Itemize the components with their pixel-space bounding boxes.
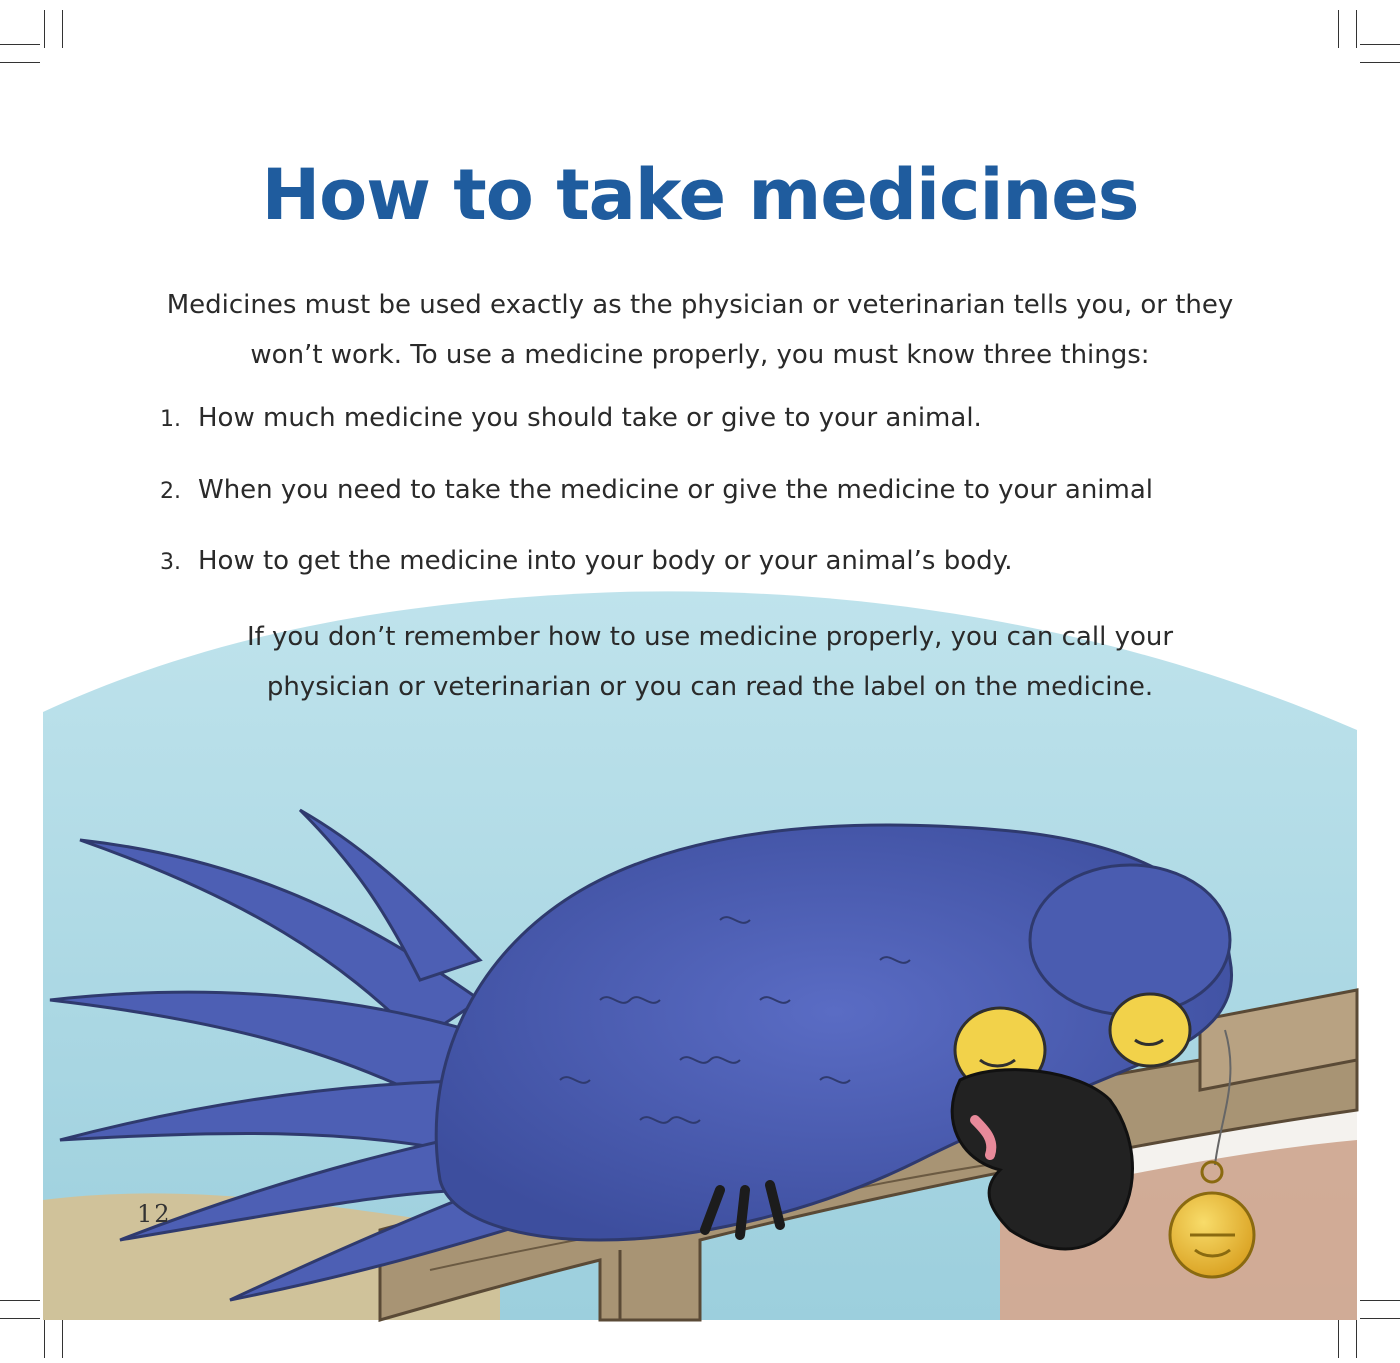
page-number: 12 [137,1200,172,1228]
list-item [160,470,1153,512]
list-item [160,541,1013,583]
list-item-text: When you need to take the medicine or give the medicine to your animal [198,475,1154,505]
list-item-number: 3. [160,550,181,575]
list-item-number: 1. [160,407,181,432]
list-item-text: How much medicine you should take or give to your animal. [198,403,982,433]
parrot-head [1030,865,1230,1015]
page-title: How to take medicines [261,154,1139,236]
list-item-number: 2. [160,479,181,504]
note-paragraph: If you don’t remember how to use medicine properly, you can call your physician or veterinarian or you can read the label on the medicine. [246,622,1174,702]
list-item-text: How to get the medicine into your body or your animal’s body. [198,546,1013,576]
eye-ring [1110,994,1190,1066]
list-item [160,398,982,440]
intro-paragraph: Medicines must be used exactly as the physician or veterinarian tells you, or they won’t work. To use a medicine properly, you must know three things: [166,290,1234,370]
